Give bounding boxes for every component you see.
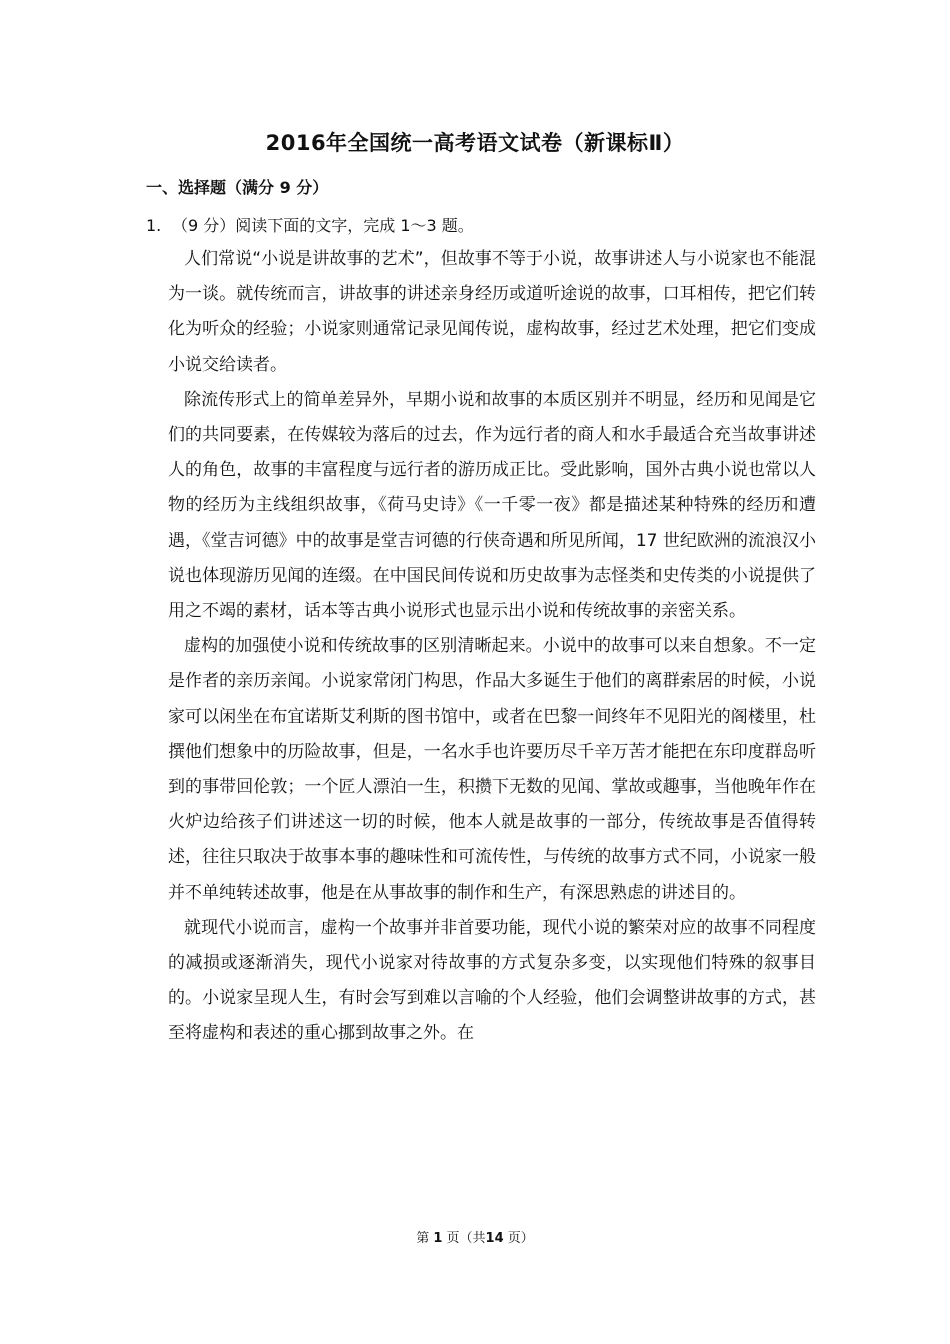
page-footer: [0, 1227, 950, 1246]
passage-paragraph: 人们常说“小说是讲故事的艺术”，但故事不等于小说，故事讲述人与小说家也不能混为一谈。就传统而言，讲故事的讲述亲身经历或道听途说的故事，口耳相传，把它们转化为听众的经验；小说家则通常记录见闻传说，虚构故事，经过艺术处理，把它们变成小说交给读者。: [168, 249, 816, 375]
section-heading: 一、选择题（满分 9 分）: [146, 178, 329, 197]
reading-passage: [168, 242, 816, 1052]
footer-suffix: 页）: [507, 1231, 534, 1246]
passage-paragraph: 虚构的加强使小说和传统故事的区别清晰起来。小说中的故事可以来自想象。不一定是作者的亲历亲闻。小说家常闭门构思，作品大多诞生于他们的离群索居的时候，小说家可以闲坐在布宜诺斯艾利斯的图书馆中，或者在巴黎一间终年不见阳光的阁楼里，杜撰他们想象中的历险故事，但是，一名水手也许要历尽千辛万苦才能把在东印度群岛听到的事带回伦敦；一个匠人漂泊一生，积攒下无数的见闻、掌故或趣事，当他晚年作在火炉边给孩子们讲述这一切的时候，他本人就是故事的一部分，传统故事是否值得转述，往往只取决于故事本事的趣味性和可流传性，与传统的故事方式不同，小说家一般并不单纯转述故事，他是在从事故事的制作和生产，有深思熟虑的讲述目的。: [168, 636, 816, 903]
footer-total-pages: 14: [485, 1231, 504, 1246]
page-title: 2016年全国统一高考语文试卷（新课标Ⅱ）: [265, 131, 685, 155]
question-number: 1.: [146, 216, 162, 235]
footer-page-number: 1: [433, 1231, 443, 1246]
passage-paragraph: 就现代小说而言，虚构一个故事并非首要功能，现代小说的繁荣对应的故事不同程度的减损或逐渐消失，现代小说家对待故事的方式复杂多变，以实现他们特殊的叙事目的。小说家呈现人生，有时会写到难以言喻的个人经验，他们会调整讲故事的方式，甚至将虚构和表述的重心挪到故事之外。在: [168, 917, 816, 1044]
passage-paragraph: 除流传形式上的简单差异外，早期小说和故事的本质区别并不明显，经历和见闻是它们的共同要素，在传媒较为落后的过去，作为远行者的商人和水手最适合充当故事讲述人的角色，故事的丰富程度与远行者的游历成正比。受此影响，国外古典小说也常以人物的经历为主线组织故事，《荷马史诗》《一千零一夜》都是描述某种特殊的经历和遭遇，《堂吉诃德》中的故事是堂吉诃德的行侠奇遇和所见所闻，17 世纪欧洲的流浪汉小说也体现游历见闻的连缀。在中国民间传说和历史故事为志怪类和史传类的小说提供了用之不竭的素材，话本等古典小说形式也显示出小说和传统故事的亲密关系。: [168, 389, 816, 622]
question-prompt: [146, 213, 474, 236]
question-prompt-text: （9 分）阅读下面的文字，完成 1～3 题。: [172, 216, 474, 235]
footer-prefix: 第: [416, 1231, 430, 1246]
footer-middle: 页（共: [446, 1231, 486, 1246]
